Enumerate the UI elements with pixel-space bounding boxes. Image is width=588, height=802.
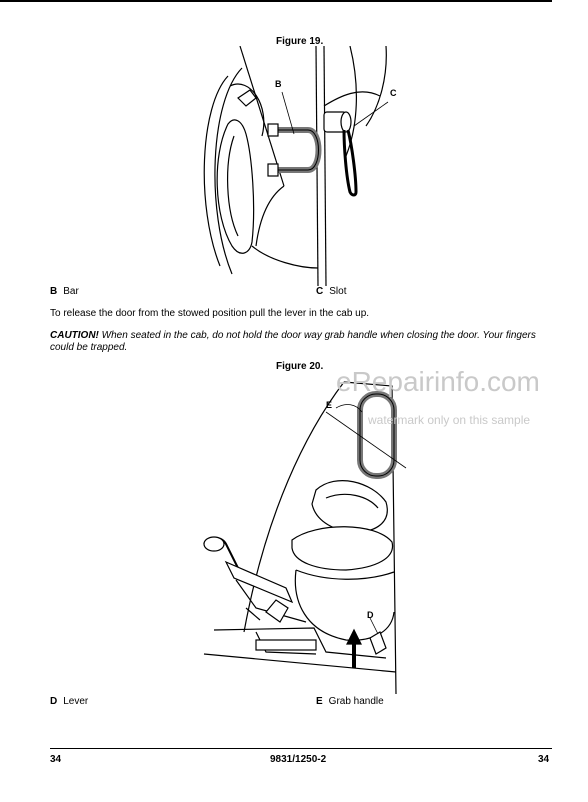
callout-d: D xyxy=(367,610,374,620)
caution-label: CAUTION! xyxy=(50,330,99,341)
figure-19-illustration xyxy=(190,46,420,286)
caption-bar-text: Bar xyxy=(63,286,79,297)
caption-lever-letter: D xyxy=(50,696,58,707)
caption-grab-handle-letter: E xyxy=(316,696,323,707)
watermark-sub: watermark only on this sample xyxy=(368,413,531,427)
top-rule xyxy=(0,0,552,2)
caption-slot-letter: C xyxy=(316,286,324,297)
page-number-left: 34 xyxy=(50,754,62,765)
document-number: 9831/1250-2 xyxy=(270,754,327,765)
figure-19-title: Figure 19. xyxy=(276,36,324,47)
callout-b: B xyxy=(275,79,282,89)
caption-bar-letter: B xyxy=(50,286,58,297)
callout-c: C xyxy=(390,88,397,98)
caption-grab-handle xyxy=(316,696,384,707)
callout-e: E xyxy=(326,400,333,410)
footer-rule xyxy=(50,748,552,749)
figure-20-title: Figure 20. xyxy=(276,361,324,372)
caption-slot xyxy=(316,286,346,297)
caption-lever xyxy=(50,696,88,707)
caution-paragraph xyxy=(50,330,552,354)
caption-lever-text: Lever xyxy=(63,696,89,707)
instruction-text: To release the door from the stowed position pull the lever in the cab up. xyxy=(50,308,370,319)
caption-grab-handle-text: Grab handle xyxy=(328,696,384,707)
caution-text: When seated in the cab, do not hold the door way grab handle when closing the door. Your fingers could be trapped. xyxy=(50,330,536,353)
caption-slot-text: Slot xyxy=(329,286,347,297)
watermark-main: eRepairinfo.com xyxy=(336,366,540,397)
page-number-right: 34 xyxy=(538,754,550,765)
caption-bar xyxy=(50,286,79,297)
